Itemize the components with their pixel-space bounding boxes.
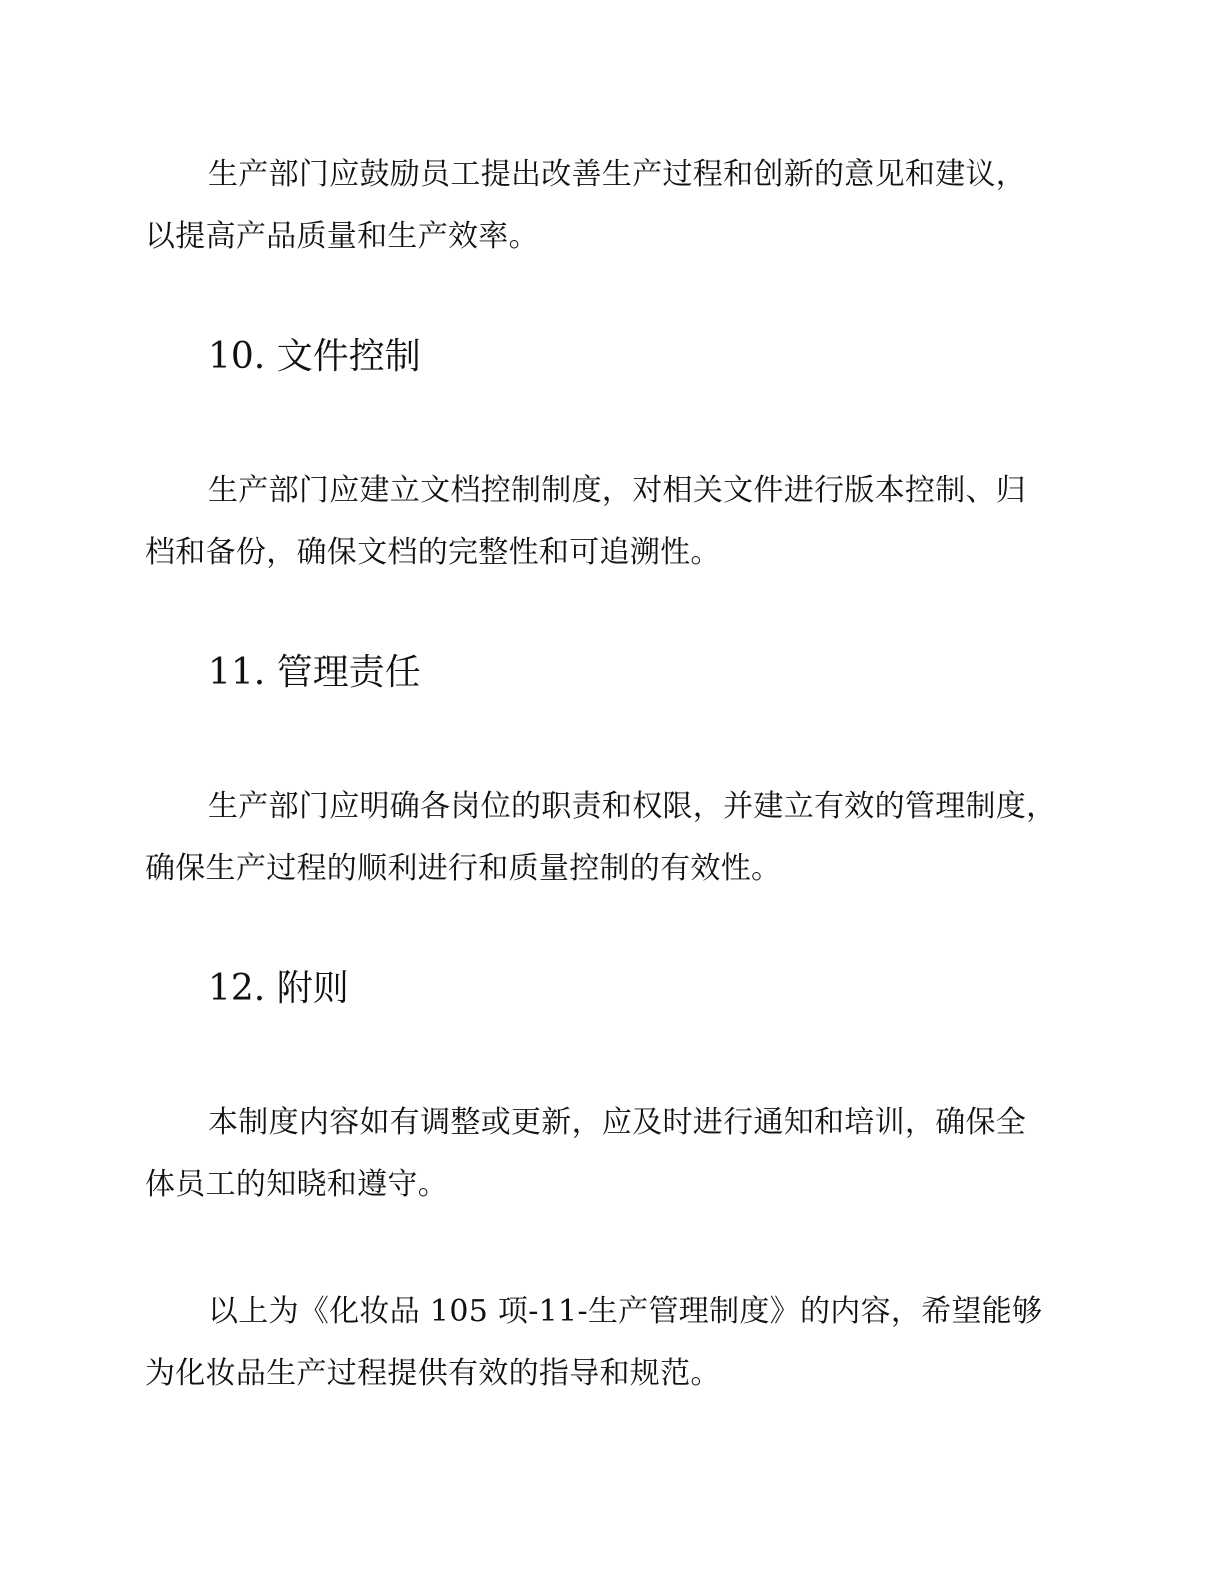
paragraph-line: 生产部门应建立文档控制制度，对相关文件进行版本控制、归 xyxy=(208,473,1027,508)
paragraph-line: 本制度内容如有调整或更新，应及时进行通知和培训，确保全 xyxy=(208,1105,1027,1140)
section-heading: 11. 管理责任 xyxy=(208,652,421,693)
paragraph-line: 生产部门应鼓励员工提出改善生产过程和创新的意见和建议， xyxy=(208,157,1027,192)
paragraph-line: 生产部门应明确各岗位的职责和权限，并建立有效的管理制度， xyxy=(208,789,1057,824)
section-heading: 12. 附则 xyxy=(208,968,349,1009)
paragraph-line: 为化妆品生产过程提供有效的指导和规范。 xyxy=(145,1356,721,1391)
paragraph-line: 体员工的知晓和遵守。 xyxy=(145,1167,448,1202)
paragraph-line: 以提高产品质量和生产效率。 xyxy=(145,219,539,254)
paragraph-line: 档和备份，确保文档的完整性和可追溯性。 xyxy=(145,535,721,570)
section-heading: 10. 文件控制 xyxy=(208,336,421,377)
paragraph-line: 以上为《化妆品 105 项-11-生产管理制度》的内容，希望能够 xyxy=(208,1294,1043,1329)
paragraph-line: 确保生产过程的顺利进行和质量控制的有效性。 xyxy=(145,851,782,886)
